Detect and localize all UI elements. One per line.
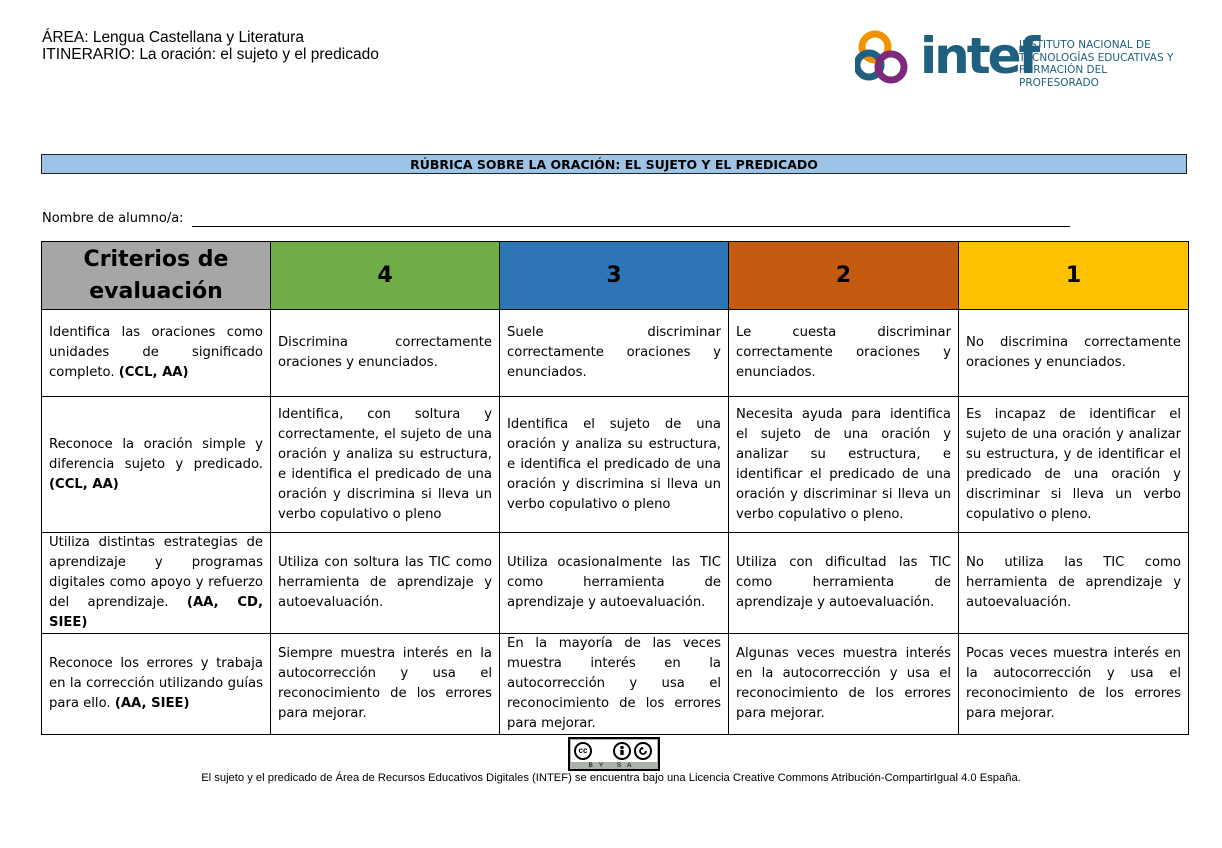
criterion-codes: (CCL, AA) (118, 365, 189, 380)
level-2-cell: Le cuesta discriminar correctamente oraciones y enunciados. (729, 310, 959, 397)
level-2-cell: Algunas veces muestra interés en la autocorrección y usa el reconocimiento de los errores para mejorar. (729, 634, 959, 735)
criterion-text: Reconoce los errores y trabaja en la corrección utilizando guías para ello. (49, 656, 263, 711)
level-3-cell: En la mayoría de las veces muestra interés en la autocorrección y usa el reconocimiento de los errores para mejorar. (500, 634, 729, 735)
intef-line-1: INSTITUTO NACIONAL DE (1019, 39, 1151, 51)
level-1-cell: Es incapaz de identificar el sujeto de una oración y analizar su estructura, y de identificar el predicado de una oración y discriminar si lleva un verbo copulativo o pleno. (959, 397, 1189, 533)
area-label: ÁREA: Lengua Castellana y Literatura (42, 29, 304, 46)
itinerary-label: ITINERARIO: La oración: el sujeto y el predicado (42, 46, 379, 63)
level-3-cell: Suele discriminar correctamente oraciones y enunciados. (500, 310, 729, 397)
rubric-title-banner: RÚBRICA SOBRE LA ORACIÓN: EL SUJETO Y EL PREDICADO (41, 154, 1187, 174)
criterion-text: Identifica las oraciones como unidades de significado completo. (49, 325, 263, 380)
criterion-text: Reconoce la oración simple y diferencia sujeto y predicado. (49, 436, 263, 472)
level-2-cell: Utiliza con dificultad las TIC como herramienta de aprendizaje y autoevaluación. (729, 533, 959, 634)
criterion-cell (42, 634, 271, 735)
level-1-cell: No utiliza las TIC como herramienta de aprendizaje y autoevaluación. (959, 533, 1189, 634)
table-row (42, 397, 1189, 533)
level-2-cell: Necesita ayuda para identifica el sujeto de una oración y analizar su estructura, e identificar el predicado de una oración y discriminar si lleva un verbo copulativo o pleno. (729, 397, 959, 533)
level-4-cell: Utiliza con soltura las TIC como herramienta de aprendizaje y autoevaluación. (271, 533, 500, 634)
criterion-codes: (AA, SIEE) (114, 696, 190, 711)
header-criteria: Criterios de evaluación (42, 242, 271, 310)
cc-icon: cc (574, 742, 592, 760)
intef-line-3: FORMACIÓN DEL PROFESORADO (1019, 64, 1108, 89)
intef-wordmark: intef (920, 27, 1038, 85)
criterion-cell (42, 310, 271, 397)
criterion-codes: (CCL, AA) (49, 476, 119, 492)
attribution-icon (613, 742, 631, 760)
level-4-cell: Siempre muestra interés en la autocorrección y usa el reconocimiento de los errores para mejorar. (271, 634, 500, 735)
header-level-2: 2 (729, 242, 959, 310)
share-alike-icon (634, 742, 652, 760)
level-4-cell: Discrimina correctamente oraciones y enunciados. (271, 310, 500, 397)
cc-badge-labels: BY SA (588, 762, 638, 769)
table-row (42, 533, 1189, 634)
criterion-cell (42, 397, 271, 533)
header-level-4: 4 (271, 242, 500, 310)
header-level-3: 3 (500, 242, 729, 310)
level-3-cell: Utiliza ocasionalmente las TIC como herramienta de aprendizaje y autoevaluación. (500, 533, 729, 634)
level-3-cell: Identifica el sujeto de una oración y analiza su estructura, e identifica el predicado de una oración y discrimina si lleva un verbo copulativo o pleno (500, 397, 729, 533)
intef-subtitle (1019, 39, 1185, 89)
intef-logo (855, 27, 1185, 87)
document-header (42, 29, 379, 63)
table-row (42, 634, 1189, 735)
table-row (42, 310, 1189, 397)
level-1-cell: No discrimina correctamente oraciones y enunciados. (959, 310, 1189, 397)
criterion-cell (42, 533, 271, 634)
level-4-cell: Identifica, con soltura y correctamente, el sujeto de una oración y analiza su estructura, e identifica el predicado de una oración y discrimina si lleva un verbo copulativo o pleno (271, 397, 500, 533)
intef-knot-icon (855, 27, 917, 87)
criterion-codes: (AA, CD, SIEE) (49, 595, 263, 630)
rubric-header-row (42, 242, 1189, 310)
cc-by-sa-badge[interactable] (568, 737, 660, 771)
rubric-table (41, 241, 1189, 735)
student-name-label: Nombre de alumno/a: (42, 211, 184, 226)
license-text: El sujeto y el predicado de Área de Recursos Educativos Digitales (INTEF) se encuentra bajo una Licencia Creative Commons Atribución-CompartirIgual 4.0 España. (201, 772, 1021, 784)
student-name-line (192, 226, 1070, 227)
level-1-cell: Pocas veces muestra interés en la autocorrección y usa el reconocimiento de los errores para mejorar. (959, 634, 1189, 735)
header-level-1: 1 (959, 242, 1189, 310)
intef-line-2: TECNOLOGÍAS EDUCATIVAS Y (1019, 51, 1174, 64)
criterion-text: Utiliza distintas estrategias de aprendizaje y programas digitales como apoyo y refuerzo del aprendizaje. (49, 535, 263, 610)
